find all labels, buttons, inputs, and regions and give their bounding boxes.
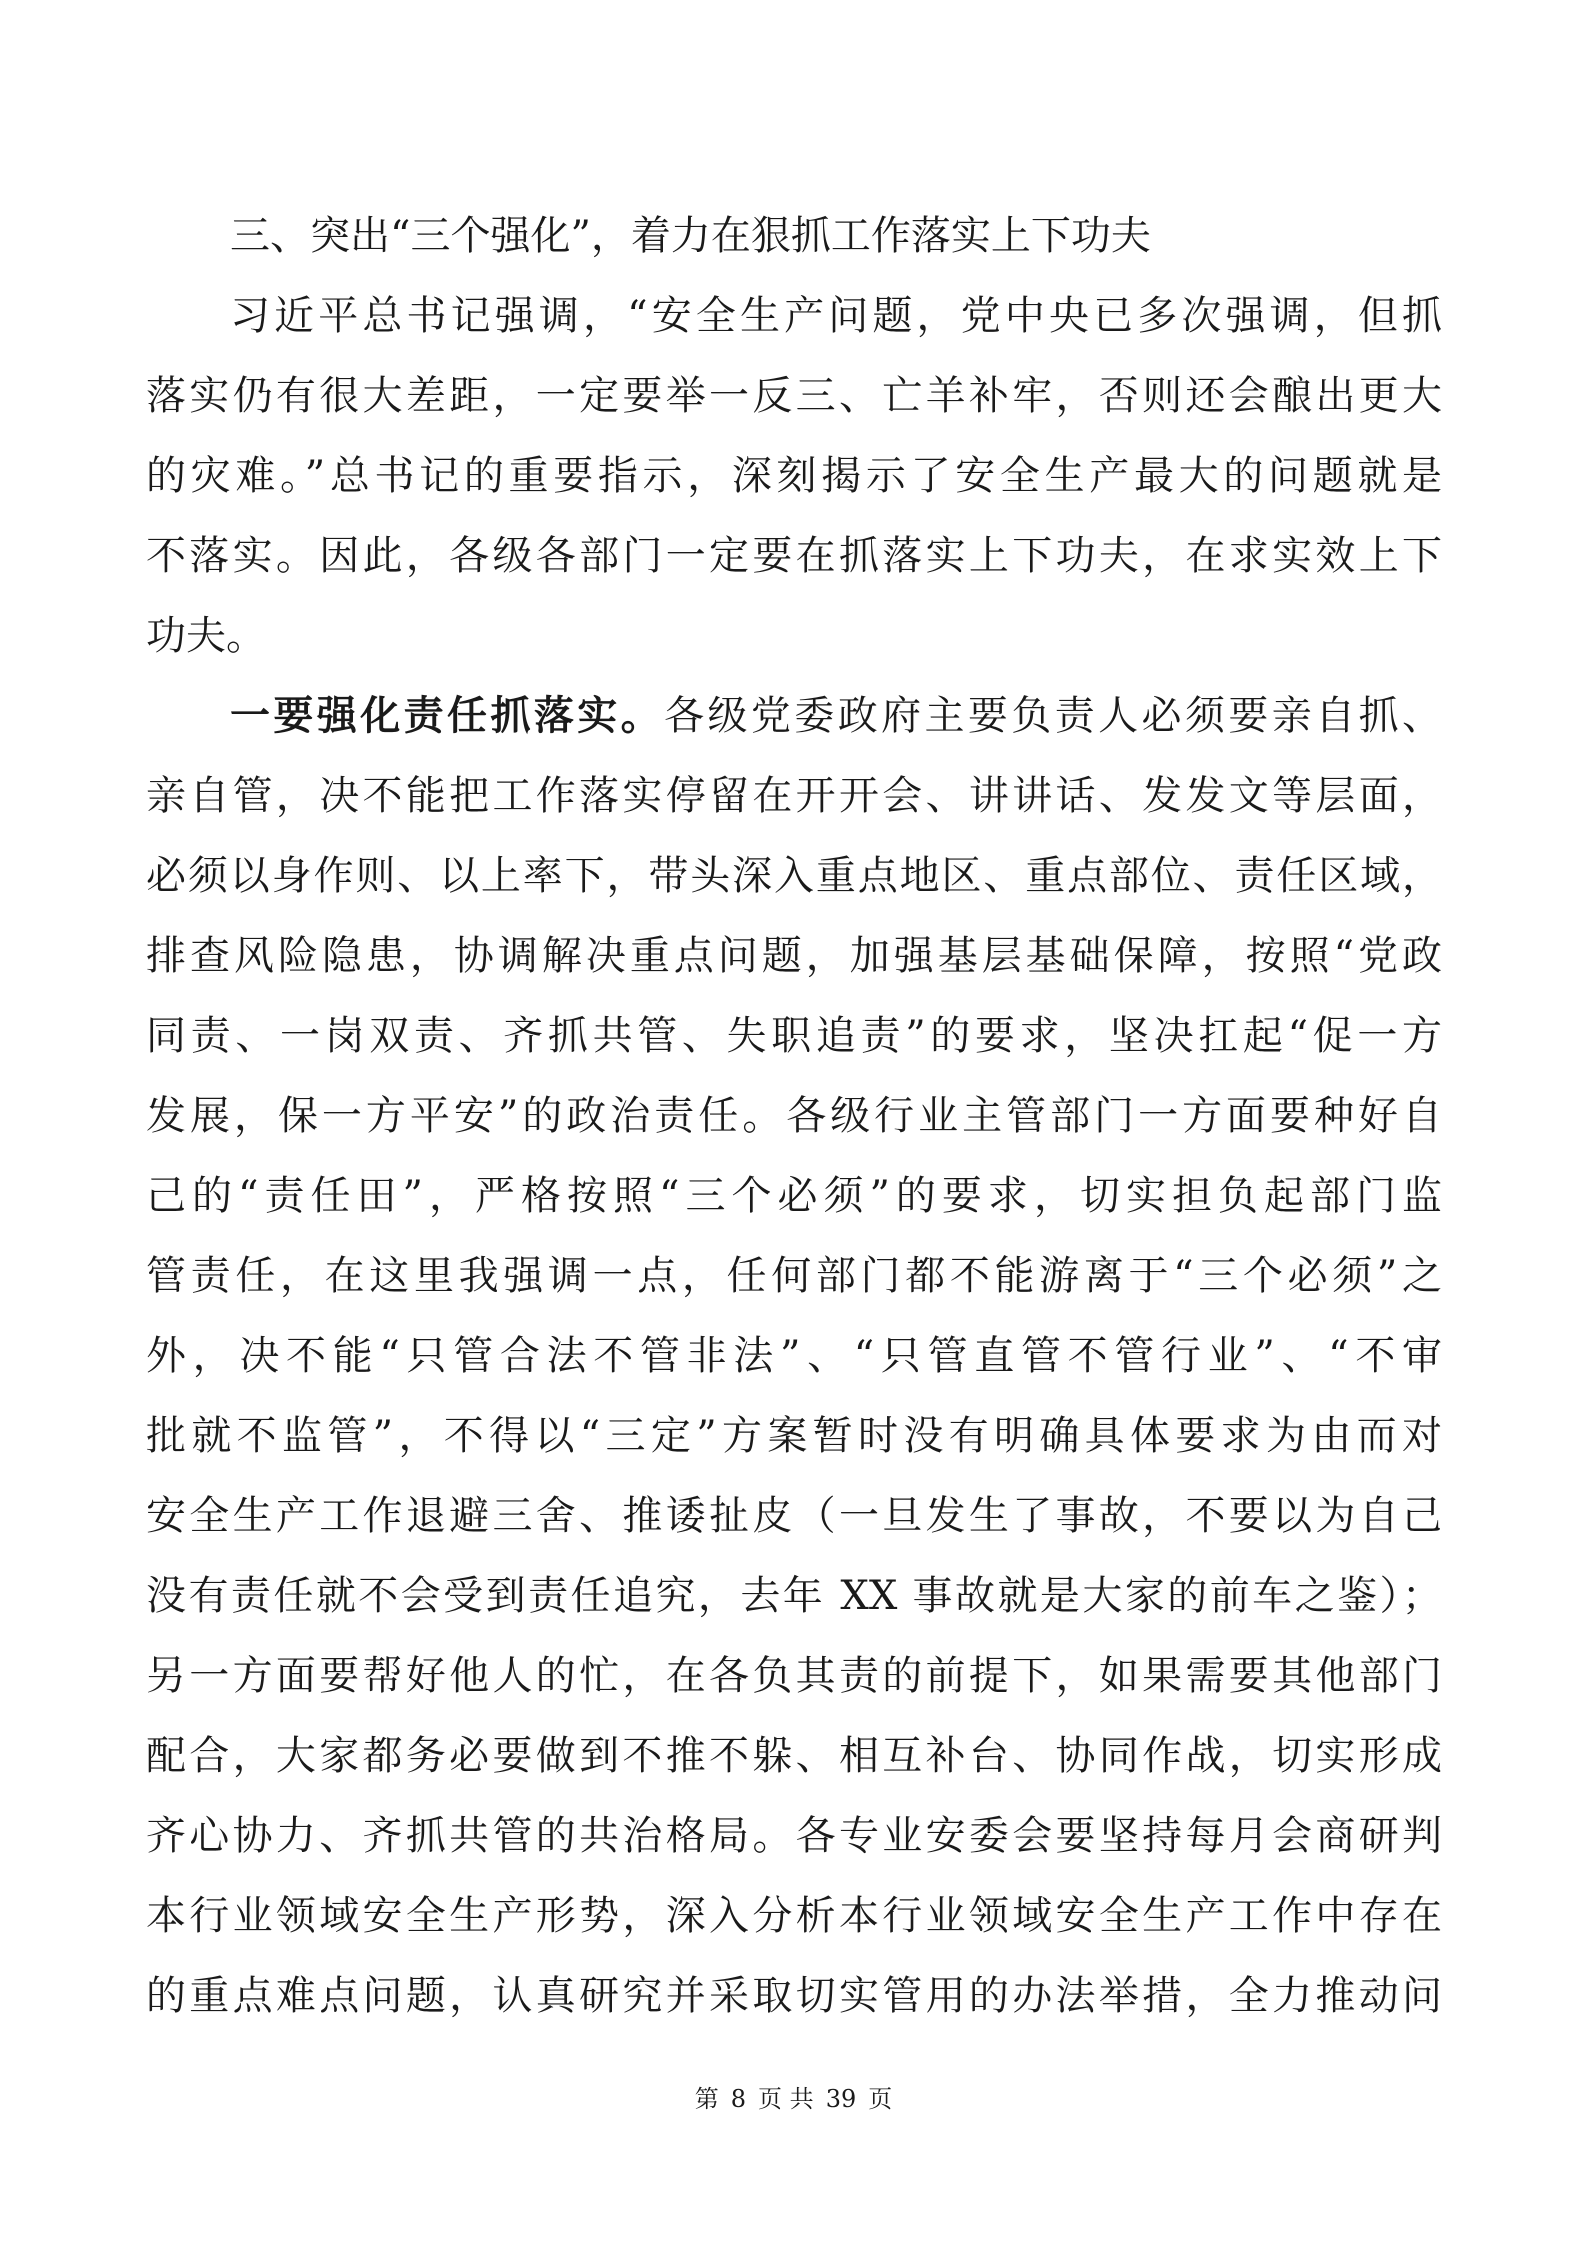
page-footer — [0, 2084, 1587, 2114]
footer-suffix: 页 — [868, 2085, 893, 2113]
paragraph-2-line: 排查风险隐患，协调解决重点问题，加强基层基础保障，按照“党政 — [146, 933, 1442, 979]
paragraph-1-line: 功夫。 — [146, 613, 266, 659]
paragraph-2-line: 本行业领域安全生产形势，深入分析本行业领域安全生产工作中存在 — [146, 1893, 1442, 1939]
paragraph-2-line: 发展，保一方平安”的政治责任。各级行业主管部门一方面要种好自 — [146, 1093, 1442, 1139]
paragraph-2-line: 必须以身作则、以上率下，带头深入重点地区、重点部位、责任区域， — [146, 853, 1442, 899]
paragraph-1-line: 习近平总书记强调，“安全生产问题，党中央已多次强调，但抓 — [230, 293, 1442, 339]
paragraph-2-line: 配合，大家都务必要做到不推不躲、相互补台、协同作战，切实形成 — [146, 1733, 1442, 1779]
paragraph-2-line: 安全生产工作退避三舍、推诿扯皮（一旦发生了事故，不要以为自己 — [146, 1493, 1442, 1539]
paragraph-2-line: 齐心协力、齐抓共管的共治格局。各专业安委会要坚持每月会商研判 — [146, 1813, 1442, 1859]
paragraph-2-line: 己的“责任田”，严格按照“三个必须”的要求，切实担负起部门监 — [146, 1173, 1442, 1219]
footer-prefix: 第 — [694, 2085, 719, 2113]
paragraph-2-line: 没有责任就不会受到责任追究，去年 XX 事故就是大家的前车之鉴）； — [146, 1573, 1442, 1619]
paragraph-1-line: 的灾难。”总书记的重要指示，深刻揭示了安全生产最大的问题就是 — [146, 453, 1442, 499]
paragraph-1-line: 不落实。因此，各级各部门一定要在抓落实上下功夫，在求实效上下 — [146, 533, 1442, 579]
current-page-number: 8 — [730, 2085, 747, 2113]
paragraph-2-line: 外，决不能“只管合法不管非法”、“只管直管不管行业”、“不审 — [146, 1333, 1442, 1379]
paragraph-2-line: 批就不监管”，不得以“三定”方案暂时没有明确具体要求为由而对 — [146, 1413, 1442, 1459]
paragraph-2-line: 另一方面要帮好他人的忙，在各负其责的前提下，如果需要其他部门 — [146, 1653, 1442, 1699]
paragraph-2-first-line — [146, 676, 1442, 756]
paragraph-2-first-rest: 各级党委政府主要负责人必须要亲自抓、 — [664, 693, 1442, 739]
body-text — [146, 196, 1442, 2036]
paragraph-2-line: 亲自管，决不能把工作落实停留在开开会、讲讲话、发发文等层面， — [146, 773, 1442, 819]
paragraph-2-bold-lead: 一要强化责任抓落实。 — [230, 692, 665, 739]
paragraph-2-line: 同责、一岗双责、齐抓共管、失职追责”的要求，坚决扛起“促一方 — [146, 1013, 1442, 1059]
total-pages-number: 39 — [825, 2085, 857, 2113]
section-heading: 三、突出“三个强化”，着力在狠抓工作落实上下功夫 — [230, 213, 1151, 259]
paragraph-2-line: 的重点难点问题，认真研究并采取切实管用的办法举措，全力推动问 — [146, 1973, 1442, 2019]
footer-middle: 页 共 — [758, 2085, 814, 2113]
paragraph-1-line: 落实仍有很大差距，一定要举一反三、亡羊补牢，否则还会酿出更大 — [146, 373, 1442, 419]
paragraph-2-line: 管责任，在这里我强调一点，任何部门都不能游离于“三个必须”之 — [146, 1253, 1442, 1299]
